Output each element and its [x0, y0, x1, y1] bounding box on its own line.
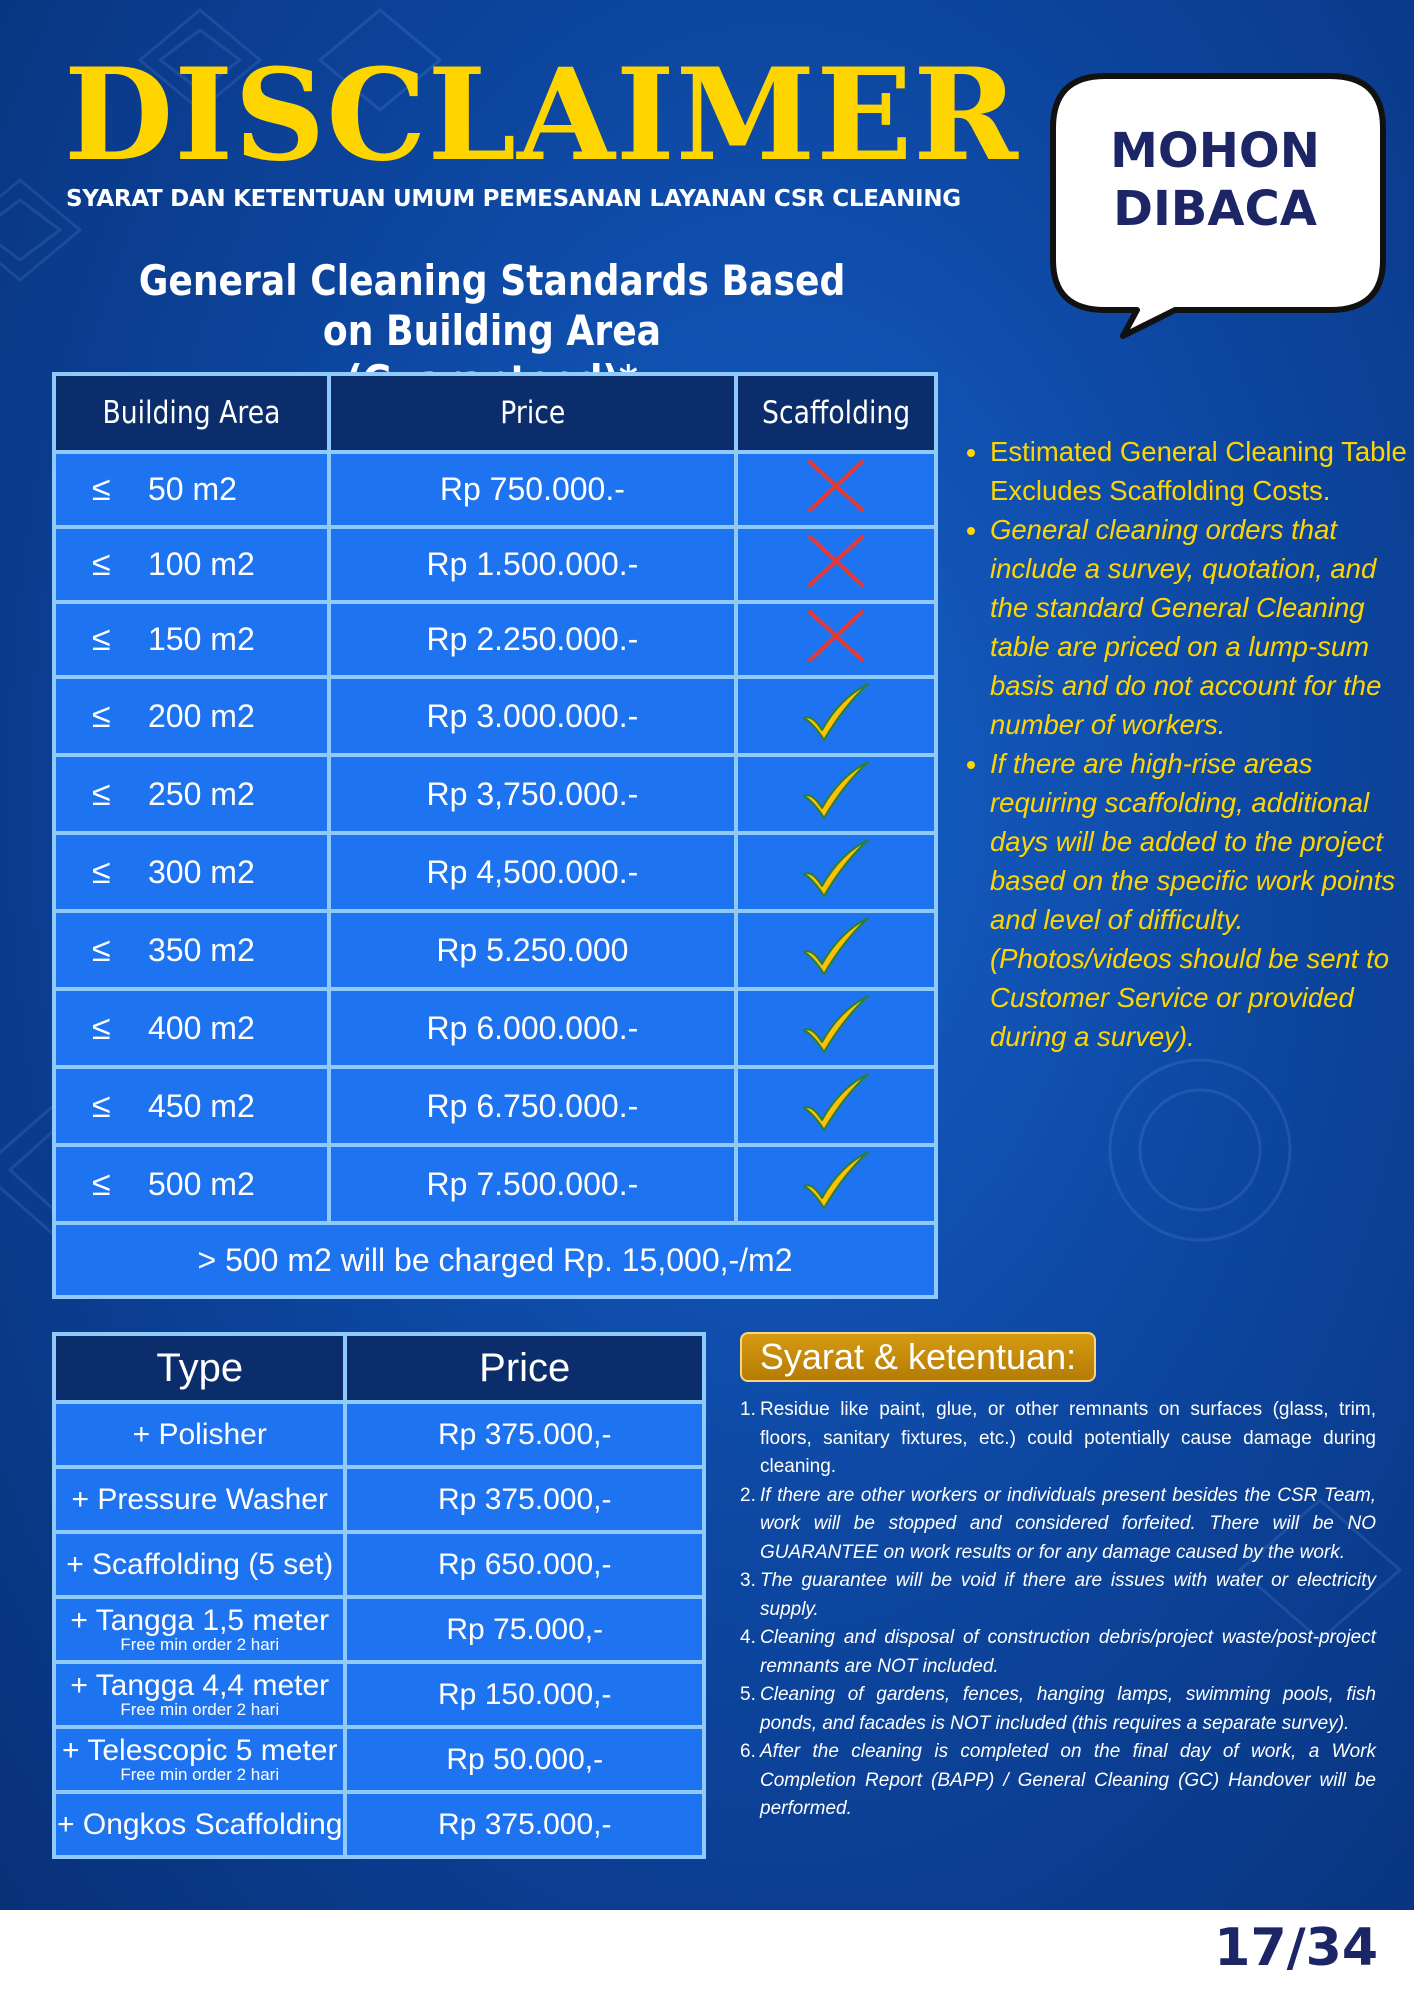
bubble-line-2: DIBACA	[1113, 181, 1317, 237]
standards-header-row	[54, 374, 936, 452]
note-item: • General cleaning orders that include a survey, quotation, and the standard General Cleaning table are priced on a lump-sum basis and do not account for the number of workers.	[990, 510, 1410, 744]
addon-type-cell	[54, 1597, 345, 1662]
check-icon	[800, 1070, 872, 1134]
addon-type-cell	[54, 1727, 345, 1792]
addon-note: Free min order 2 hari	[120, 1699, 280, 1719]
area-value: 150 m2	[148, 621, 255, 657]
column-header-scaffolding: Scaffolding	[736, 374, 936, 452]
addon-type: + Polisher	[132, 1417, 267, 1451]
building-area-cell	[54, 833, 329, 911]
term-item	[740, 1396, 1376, 1482]
disclaimer-subtitle: SYARAT DAN KETENTUAN UMUM PEMESANAN LAYANAN CSR CLEANING	[66, 186, 961, 212]
page-number: 17/34	[1214, 1918, 1378, 1978]
table-row	[54, 1597, 704, 1662]
column-header-price: Price	[329, 374, 737, 452]
term-number: 5.	[740, 1684, 756, 1705]
term-number: 2.	[740, 1484, 756, 1506]
addon-price-cell: Rp 375.000,-	[345, 1467, 704, 1532]
le-symbol: ≤	[92, 545, 111, 583]
cross-icon	[804, 458, 868, 514]
check-icon	[800, 914, 872, 978]
price-cell: Rp 4,500.000.-	[329, 833, 737, 911]
scaffolding-cell	[736, 911, 936, 989]
area-value: 300 m2	[148, 853, 255, 890]
building-area-cell	[54, 1067, 329, 1145]
addon-price-cell: Rp 375.000,-	[345, 1402, 704, 1467]
area-value: 100 m2	[148, 546, 255, 582]
building-area-cell	[54, 602, 329, 677]
price-cell: Rp 7.500.000.-	[329, 1145, 737, 1223]
term-text: Cleaning of gardens, fences, hanging lamps, swimming pools, fish ponds, and facades is NOT included (this requires a separate survey).	[760, 1684, 1376, 1734]
addon-type: + Tangga 1,5 meter	[70, 1603, 330, 1637]
building-area-cell	[54, 911, 329, 989]
le-symbol: ≤	[92, 852, 111, 891]
addon-type-cell	[54, 1467, 345, 1532]
area-value: 500 m2	[148, 1165, 255, 1202]
term-item	[740, 1567, 1376, 1624]
building-area-cell	[54, 1145, 329, 1223]
price-cell: Rp 3,750.000.-	[329, 755, 737, 833]
addon-price-cell: Rp 650.000,-	[345, 1532, 704, 1597]
cross-icon	[804, 533, 868, 589]
price-cell: Rp 6.000.000.-	[329, 989, 737, 1067]
table-row	[54, 527, 936, 602]
table-row	[54, 602, 936, 677]
building-area-cell	[54, 452, 329, 527]
addon-note: Free min order 2 hari	[120, 1634, 280, 1654]
standards-notes	[960, 432, 1410, 1056]
building-area-cell	[54, 527, 329, 602]
term-item	[740, 1738, 1376, 1824]
term-text: The guarantee will be void if there are issues with water or electricity supply.	[760, 1570, 1376, 1620]
note-item: • Estimated General Cleaning Table Excludes Scaffolding Costs.	[990, 432, 1410, 510]
le-symbol: ≤	[92, 774, 111, 813]
addon-type: + Pressure Washer	[71, 1482, 328, 1516]
addon-price-cell: Rp 50.000,-	[345, 1727, 704, 1792]
scaffolding-cell	[736, 602, 936, 677]
column-header-type: Type	[54, 1334, 345, 1402]
term-item	[740, 1681, 1376, 1738]
le-symbol: ≤	[92, 1008, 111, 1047]
building-area-cell	[54, 755, 329, 833]
table-row	[54, 911, 936, 989]
building-area-cell	[54, 989, 329, 1067]
scaffolding-cell	[736, 833, 936, 911]
addon-type: + Scaffolding (5 set)	[66, 1547, 334, 1581]
term-number: 6.	[740, 1741, 756, 1762]
check-icon	[800, 680, 872, 744]
table-row	[54, 989, 936, 1067]
table-row	[54, 833, 936, 911]
table-row	[54, 1402, 704, 1467]
term-number: 1.	[740, 1399, 756, 1420]
le-symbol: ≤	[92, 470, 111, 508]
column-header-building-area: Building Area	[54, 374, 329, 452]
price-cell: Rp 1.500.000.-	[329, 527, 737, 602]
scaffolding-cell	[736, 1145, 936, 1223]
addon-price-cell: Rp 375.000,-	[345, 1792, 704, 1857]
scaffolding-cell	[736, 989, 936, 1067]
table-row	[54, 1727, 704, 1792]
check-icon	[800, 992, 872, 1056]
addon-type-cell	[54, 1532, 345, 1597]
footer-bar	[0, 1910, 1414, 2000]
building-area-cell	[54, 677, 329, 755]
price-cell: Rp 6.750.000.-	[329, 1067, 737, 1145]
table-row	[54, 1792, 704, 1857]
term-text: Cleaning and disposal of construction debris/project waste/post-project remnants are NOT included.	[760, 1627, 1376, 1677]
table-row	[54, 1223, 936, 1297]
le-symbol: ≤	[92, 696, 111, 735]
price-cell: Rp 5.250.000	[329, 911, 737, 989]
table-row	[54, 1662, 704, 1727]
term-item	[740, 1624, 1376, 1681]
addons-table	[52, 1332, 706, 1859]
table-row	[54, 677, 936, 755]
scaffolding-cell	[736, 452, 936, 527]
term-number: 4.	[740, 1627, 756, 1648]
addons-header-row	[54, 1334, 704, 1402]
le-symbol: ≤	[92, 1164, 111, 1203]
scaffolding-cell	[736, 755, 936, 833]
addon-type: + Tangga 4,4 meter	[70, 1668, 330, 1702]
addon-type-cell	[54, 1792, 345, 1857]
table-row	[54, 1067, 936, 1145]
table-row	[54, 1145, 936, 1223]
addon-type: + Ongkos Scaffolding	[57, 1807, 343, 1841]
check-icon	[800, 1148, 872, 1212]
standards-table	[52, 372, 938, 1299]
note-item: • If there are high-rise areas requiring scaffolding, additional days will be added to the project based on the specific work points and level of difficulty. (Photos/videos should be sent to Customer Service or provided during a survey).	[990, 744, 1410, 1056]
over-500-note: > 500 m2 will be charged Rp. 15,000,-/m2	[54, 1223, 936, 1297]
table-row	[54, 1467, 704, 1532]
area-value: 250 m2	[148, 775, 255, 812]
table-row	[54, 1532, 704, 1597]
addon-type-cell	[54, 1402, 345, 1467]
term-number: 3.	[740, 1570, 756, 1591]
addon-price-cell: Rp 75.000,-	[345, 1597, 704, 1662]
area-value: 350 m2	[148, 931, 255, 968]
check-icon	[800, 758, 872, 822]
addon-type-cell	[54, 1662, 345, 1727]
please-read-label	[1085, 122, 1345, 238]
term-text: Residue like paint, glue, or other remnants on surfaces (glass, trim, floors, sanitary fixtures, etc.) could potentially cause damage during cleaning.	[760, 1399, 1376, 1477]
addon-price-cell: Rp 150.000,-	[345, 1662, 704, 1727]
addon-type: + Telescopic 5 meter	[62, 1733, 338, 1767]
column-header-addon-price: Price	[345, 1334, 704, 1402]
le-symbol: ≤	[92, 1086, 111, 1125]
table-row	[54, 452, 936, 527]
term-text: If there are other workers or individuals present besides the CSR Team, work will be stopped and considered forfeited. There will be NO GUARANTEE on work results or for any damage caused by the work.	[760, 1484, 1376, 1563]
term-text: After the cleaning is completed on the final day of work, a Work Completion Report (BAPP) / General Cleaning (GC) Handover will be performed.	[760, 1741, 1376, 1819]
cross-icon	[804, 608, 868, 664]
term-item	[740, 1482, 1376, 1568]
area-value: 50 m2	[148, 471, 237, 507]
area-value: 400 m2	[148, 1009, 255, 1046]
addon-note: Free min order 2 hari	[120, 1764, 280, 1784]
table-row	[54, 755, 936, 833]
scaffolding-cell	[736, 527, 936, 602]
le-symbol: ≤	[92, 620, 111, 658]
price-cell: Rp 2.250.000.-	[329, 602, 737, 677]
price-cell: Rp 3.000.000.-	[329, 677, 737, 755]
le-symbol: ≤	[92, 930, 111, 969]
check-icon	[800, 836, 872, 900]
bubble-line-1: MOHON	[1110, 123, 1320, 179]
terms-list	[740, 1396, 1376, 1824]
standards-title-line-1: General Cleaning Standards Based on Building Area	[138, 256, 846, 355]
area-value: 450 m2	[148, 1087, 255, 1124]
terms-label: Syarat & ketentuan:	[740, 1332, 1096, 1382]
price-cell: Rp 750.000.-	[329, 452, 737, 527]
disclaimer-title: DISCLAIMER	[64, 41, 1019, 189]
area-value: 200 m2	[148, 697, 255, 734]
scaffolding-cell	[736, 1067, 936, 1145]
scaffolding-cell	[736, 677, 936, 755]
